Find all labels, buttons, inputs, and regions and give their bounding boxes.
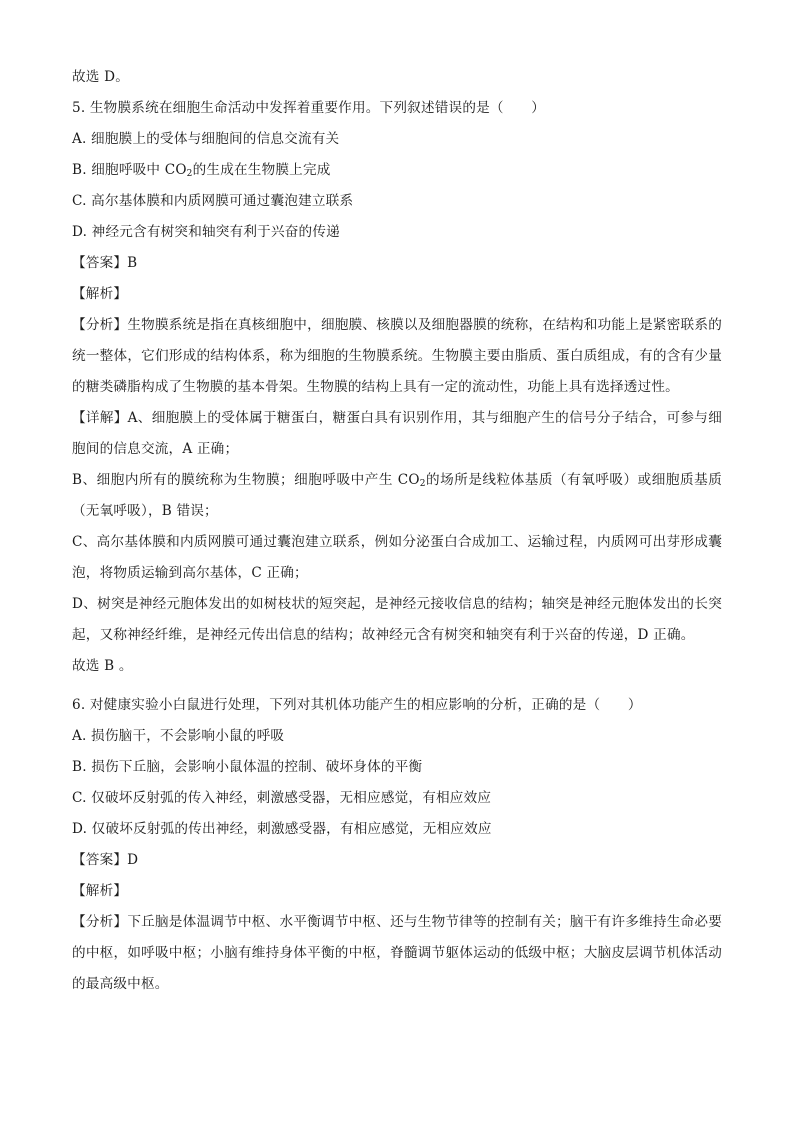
q5-answer: 【答案】B — [72, 255, 138, 271]
document-page — [72, 62, 722, 1000]
q6-analysis: 【分析】下丘脑是体温调节中枢、水平衡调节中枢、还与生物节律等的控制有关；脑干有许多维持生命必要的中枢，如呼吸中枢；小脑有维持身体平衡的中枢，脊髓调节躯体运动的低级中枢；大脑皮层调节机体活动的最高级中枢。 — [72, 914, 722, 992]
q5-detail-b — [72, 465, 722, 527]
q5-detail-d: D、树突是神经元胞体发出的如树枝状的短突起，是神经元接收信息的结构；轴突是神经元胞体发出的长突起，又称神经纤维，是神经元传出信息的结构；故神经元含有树突和轴突有利于兴奋的传递，D 正确。 — [72, 596, 722, 643]
q5-detail-a: 【详解】A、细胞膜上的受体属于糖蛋白，糖蛋白具有识别作用，其与细胞产生的信号分子结合，可参与细胞间的信息交流，A 正确； — [72, 410, 722, 457]
q5-detail-c: C、高尔基体膜和内质网膜可通过囊泡建立联系，例如分泌蛋白合成加工、运输过程，内质网可出芽形成囊泡，将物质运输到高尔基体，C 正确； — [72, 534, 722, 581]
q6-stem: 6. 对健康实验小白鼠进行处理，下列对其机体功能产生的相应影响的分析，正确的是（ ） — [72, 697, 642, 713]
q5-analysis-heading: 【解析】 — [72, 286, 128, 302]
q5-detail-b-post: 的场所是线粒体基质（有氧呼吸）或细胞质基质（无氧呼吸），B 错误； — [72, 472, 722, 519]
q5-option-b-sub: 2 — [186, 169, 193, 179]
q5-option-d: D. 神经元含有树突和轴突有利于兴奋的传递 — [72, 224, 340, 240]
q6-option-a: A. 损伤脑干，不会影响小鼠的呼吸 — [72, 728, 285, 744]
q6-option-b: B. 损伤下丘脑，会影响小鼠体温的控制、破坏身体的平衡 — [72, 759, 423, 775]
q5-option-c: C. 高尔基体膜和内质网膜可通过囊泡建立联系 — [72, 193, 354, 209]
q5-detail-b-pre: B、细胞内所有的膜统称为生物膜；细胞呼吸中产生 CO — [72, 472, 420, 488]
q4-conclusion: 故选 D。 — [72, 69, 130, 85]
q5-option-b-post: 的生成在生物膜上完成 — [192, 162, 331, 178]
q5-option-b — [72, 155, 722, 186]
q6-option-c: C. 仅破坏反射弧的传入神经，刺激感受器，无相应感觉，有相应效应 — [72, 790, 492, 806]
q5-option-a: A. 细胞膜上的受体与细胞间的信息交流有关 — [72, 131, 340, 147]
q5-conclusion: 故选 B 。 — [72, 658, 133, 674]
q6-analysis-heading: 【解析】 — [72, 883, 128, 899]
q5-option-b-pre: B. 细胞呼吸中 CO — [72, 162, 187, 178]
q6-option-d: D. 仅破坏反射弧的传出神经，刺激感受器，有相应感觉，无相应效应 — [72, 821, 492, 837]
q5-analysis: 【分析】生物膜系统是指在真核细胞中，细胞膜、核膜以及细胞器膜的统称，在结构和功能上是紧密联系的统一整体，它们形成的结构体系，称为细胞的生物膜系统。生物膜主要由脂质、蛋白质组成，有的含有少量的糖类磷脂构成了生物膜的基本骨架。生物膜的结构上具有一定的流动性，功能上具有选择透过性。 — [72, 317, 722, 395]
q6-answer: 【答案】D — [72, 852, 139, 868]
question-gap — [72, 682, 722, 690]
q5-stem: 5. 生物膜系统在细胞生命活动中发挥着重要作用。下列叙述错误的是（ ） — [72, 100, 546, 116]
q5-detail-b-sub: 2 — [419, 479, 426, 489]
